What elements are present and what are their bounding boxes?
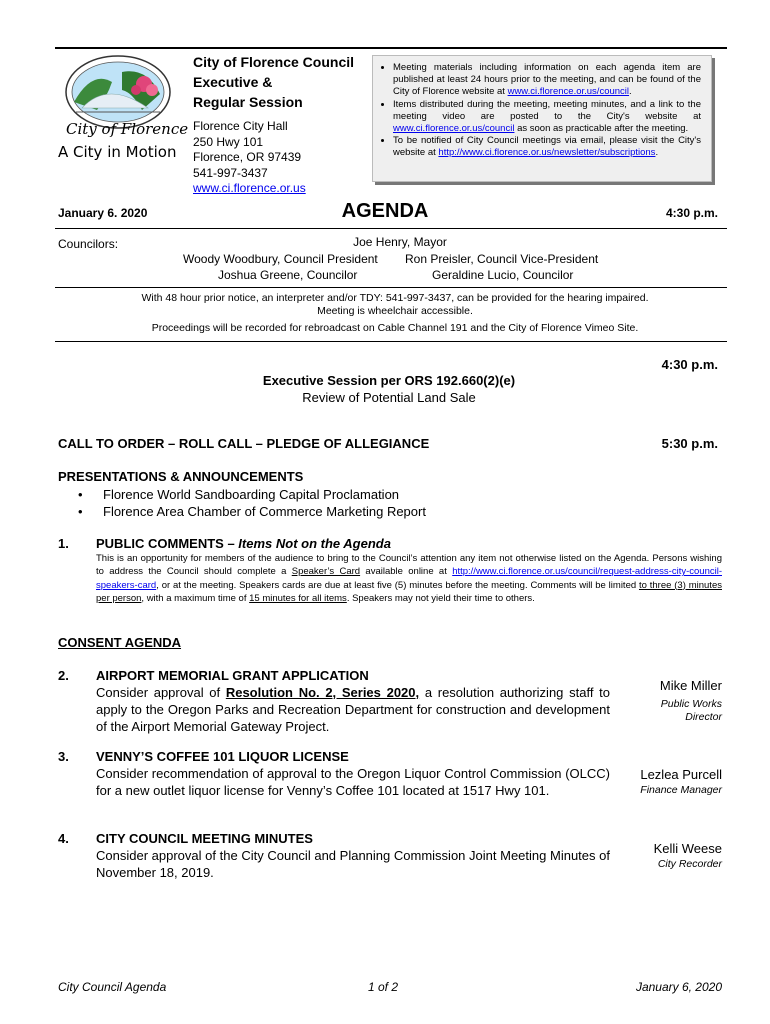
meeting-date: January 6. 2020 <box>58 206 148 220</box>
agenda-title: AGENDA <box>341 200 429 222</box>
councilor-1: Woody Woodbury, Council President <box>183 252 378 266</box>
councilor-3: Joshua Greene, Councilor <box>218 268 358 282</box>
footer-title: City Council Agenda <box>58 980 167 994</box>
public-comments-text: This is an opportunity for members of the audience to bring to the Council’s attention any item not otherwise listed on the Agenda. Persons wishing to address the Council should complete a Speaker’s Card available online at http://www.ci.florence.or.us/council/request-address-city-council-speakers-card, or at the meeting. Speakers cards are due at least five (5) minutes before the meeting. Comments will be limited to three (3) minutes per person, with a maximum time of 15 minutes for all items. Speakers may not yield their time to others. <box>96 553 722 604</box>
info-bullet: • To be notified of City Council meetings via email, please visit the City's website at http://www.ci.florence.or.us/newsletter/subscriptions. <box>393 135 701 159</box>
logo-script: City of Florence <box>66 120 189 138</box>
item-number: 3. <box>58 749 69 764</box>
council-link[interactable]: www.ci.florence.or.us/council <box>393 123 515 135</box>
header-bottom-rule <box>55 228 727 229</box>
notice-top-rule <box>55 287 727 288</box>
councilor-2: Ron Preisler, Council Vice-President <box>405 252 599 266</box>
item-title: VENNY’S COFFEE 101 LIQUOR LICENSE <box>96 749 349 764</box>
logo-tagline: A City in Motion <box>58 143 177 161</box>
website-link[interactable]: www.ci.florence.or.us <box>193 181 306 195</box>
item-title: AIRPORT MEMORIAL GRANT APPLICATION <box>96 668 369 683</box>
notice-recording: Proceedings will be recorded for rebroadcast on Cable Channel 191 and the City of Florence Vimeo Site. <box>151 322 639 334</box>
council-title: City of Florence Council Executive & Regular Session <box>193 54 355 110</box>
item-number: 2. <box>58 668 69 683</box>
presentation-item: • Florence Area Chamber of Commerce Marketing Report <box>78 504 426 519</box>
notice-interpreter: With 48 hour prior notice, an interpreter and/or TDY: 541-997-3437, can be provided for the hearing impaired. <box>141 292 649 304</box>
speakers-card-link[interactable]: http://www.ci.florence.or.us/council/request-address-city-council-speakers-card <box>96 566 722 591</box>
item-number: 4. <box>58 831 69 846</box>
notice-bottom-rule <box>55 341 727 342</box>
executive-title: Executive Session per ORS 192.660(2)(e) <box>262 373 516 388</box>
staff-contact: Kelli Weese City Recorder <box>653 841 722 870</box>
item-number: 1. <box>58 536 69 551</box>
city-hall-address: Florence City Hall 250 Hwy 101 Florence, OR 97439 541-997-3437 www.ci.florence.or.us <box>193 119 306 195</box>
subscriptions-link[interactable]: http://www.ci.florence.or.us/newsletter/subscriptions <box>438 147 656 159</box>
footer-date: January 6, 2020 <box>635 980 722 994</box>
item-description: Consider approval of Resolution No. 2, Series 2020, a resolution authorizing staff to apply to the Oregon Parks and Recreation Department for construction and development of the Airport Memorial Gateway Project. <box>96 685 610 734</box>
item-description: Consider approval of the City Council and Planning Commission Joint Meeting Minutes of November 18, 2019. <box>96 848 610 880</box>
executive-time: 4:30 p.m. <box>661 357 718 372</box>
presentations-title: PRESENTATIONS & ANNOUNCEMENTS <box>58 469 304 484</box>
staff-contact: Mike Miller Public Works Director <box>659 678 722 723</box>
notice-accessible: Meeting is wheelchair accessible. <box>317 305 473 317</box>
councilor-4: Geraldine Lucio, Councilor <box>432 268 574 282</box>
public-comments-title: PUBLIC COMMENTS – Items Not on the Agenda <box>96 536 391 551</box>
consent-agenda-title: CONSENT AGENDA <box>58 635 182 650</box>
call-to-order-time: 5:30 p.m. <box>661 436 718 451</box>
mayor: Joe Henry, Mayor <box>353 235 447 249</box>
footer-page: 1 of 2 <box>368 980 399 994</box>
council-link[interactable]: www.ci.florence.or.us/council <box>507 86 630 98</box>
staff-contact: Lezlea Purcell Finance Manager <box>640 767 722 796</box>
call-to-order: CALL TO ORDER – ROLL CALL – PLEDGE OF ALLEGIANCE <box>58 436 430 451</box>
meeting-info-box <box>372 55 712 182</box>
meeting-time: 4:30 p.m. <box>665 206 718 220</box>
presentation-item: • Florence World Sandboarding Capital Proclamation <box>78 487 400 502</box>
info-bullet: • Meeting materials including information on each agenda item are published at least 24 hours prior to the meeting, and can be found of the City of Florence website at www.ci.florence.or.us/council. <box>393 62 701 99</box>
header-top-rule <box>55 47 727 49</box>
executive-subtitle: Review of Potential Land Sale <box>302 390 476 405</box>
item-title: CITY COUNCIL MEETING MINUTES <box>96 831 313 846</box>
info-bullet: • Items distributed during the meeting, meeting minutes, and a link to the meeting video are posted to the City's website at www.ci.florence.or.us/council as soon as practicable after the meeting. <box>393 99 701 136</box>
item-description: Consider recommendation of approval to the Oregon Liquor Control Commission (OLCC) for a new outlet liquor license for Venny’s Coffee 101 located at 1517 Hwy 101. <box>96 766 610 798</box>
councilors-label: Councilors: <box>58 237 119 251</box>
